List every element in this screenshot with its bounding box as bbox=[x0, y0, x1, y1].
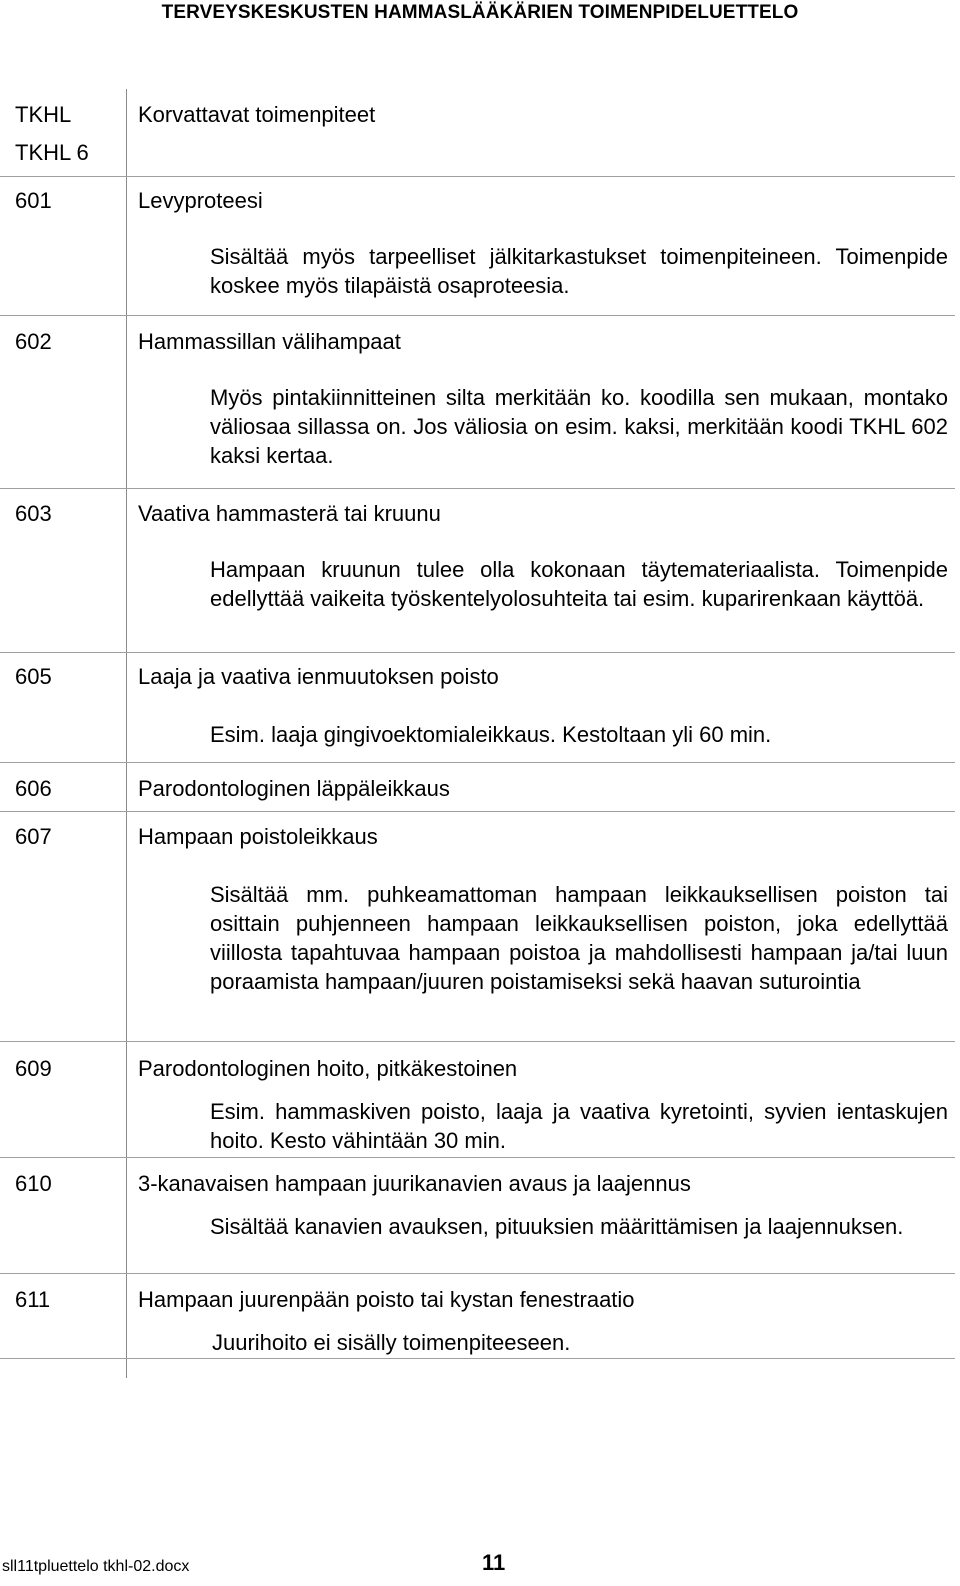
row-divider bbox=[0, 315, 955, 316]
row-name-606: Parodontologinen läppäleikkaus bbox=[138, 776, 450, 801]
row-divider bbox=[0, 762, 955, 763]
row-divider bbox=[0, 1157, 955, 1158]
row-divider bbox=[0, 652, 955, 653]
row-desc-603: Hampaan kruunun tulee olla kokonaan täytemateriaalista. Toimenpide edellyttää vaikeita työskentelyolosuhteita tai esim. kuparirenkaan käyttöä. bbox=[210, 557, 948, 611]
column-divider bbox=[126, 89, 127, 1378]
document-title: TERVEYSKESKUSTEN HAMMASLÄÄKÄRIEN TOIMENPIDELUETTELO bbox=[161, 2, 799, 23]
row-name-601: Levyproteesi bbox=[138, 188, 263, 213]
row-name-611: Hampaan juurenpään poisto tai kystan fenestraatio bbox=[138, 1287, 635, 1312]
row-divider bbox=[0, 811, 955, 812]
row-divider bbox=[0, 1041, 955, 1042]
row-code-602: 602 bbox=[15, 329, 52, 354]
header-code-tkhl6: TKHL 6 bbox=[15, 140, 89, 165]
row-desc-607: Sisältää mm. puhkeamattoman hampaan leikkauksellisen poiston tai osittain puhjenneen hampaan leikkauksellisen poiston, joka edellyttää viillosta tapahtuvaa hampaan poistoa ja mahdollisesti hampaan ja/tai luun poraamista hampaan/juuren poistamiseksi sekä haavan suturointia bbox=[210, 882, 948, 994]
row-desc-601: Sisältää myös tarpeelliset jälkitarkastukset toimenpiteineen. Toimenpide koskee myös tilapäistä osaproteesia. bbox=[210, 244, 948, 298]
row-desc-602: Myös pintakiinnitteinen silta merkitään ko. koodilla sen mukaan, montako väliosaa sillassa on. Jos väliosia on esim. kaksi, merkitään koodi TKHL 602 kaksi kertaa. bbox=[210, 385, 948, 468]
footer-page-number: 11 bbox=[482, 1550, 506, 1575]
row-divider bbox=[0, 488, 955, 489]
row-desc-610: Sisältää kanavien avauksen, pituuksien määrittämisen ja laajennuksen. bbox=[210, 1214, 904, 1239]
row-divider bbox=[0, 1358, 955, 1359]
row-divider bbox=[0, 1273, 955, 1274]
row-name-610: 3-kanavaisen hampaan juurikanavien avaus ja laajennus bbox=[138, 1171, 691, 1196]
row-name-603: Vaativa hammasterä tai kruunu bbox=[138, 501, 441, 526]
row-name-609: Parodontologinen hoito, pitkäkestoinen bbox=[138, 1056, 518, 1081]
row-desc-611: Juurihoito ei sisälly toimenpiteeseen. bbox=[212, 1330, 571, 1355]
row-code-601: 601 bbox=[15, 188, 52, 213]
row-code-605: 605 bbox=[15, 664, 52, 689]
header-procedures-title: Korvattavat toimenpiteet bbox=[138, 102, 376, 127]
row-code-609: 609 bbox=[15, 1056, 52, 1081]
row-desc-605: Esim. laaja gingivoektomialeikkaus. Kestoltaan yli 60 min. bbox=[210, 722, 772, 747]
row-code-611: 611 bbox=[15, 1287, 51, 1312]
row-name-602: Hammassillan välihampaat bbox=[138, 329, 401, 354]
row-code-603: 603 bbox=[15, 501, 52, 526]
row-divider bbox=[0, 176, 955, 177]
footer-filename: sll11tpluettelo tkhl-02.docx bbox=[2, 1558, 190, 1575]
row-name-605: Laaja ja vaativa ienmuutoksen poisto bbox=[138, 664, 499, 689]
row-code-606: 606 bbox=[15, 776, 52, 801]
row-desc-609: Esim. hammaskiven poisto, laaja ja vaativa kyretointi, syvien ientaskujen hoito. Kesto vähintään 30 min. bbox=[210, 1099, 948, 1153]
header-code-tkhl: TKHL bbox=[15, 102, 72, 127]
row-name-607: Hampaan poistoleikkaus bbox=[138, 824, 378, 849]
row-code-607: 607 bbox=[15, 824, 52, 849]
row-code-610: 610 bbox=[15, 1171, 52, 1196]
